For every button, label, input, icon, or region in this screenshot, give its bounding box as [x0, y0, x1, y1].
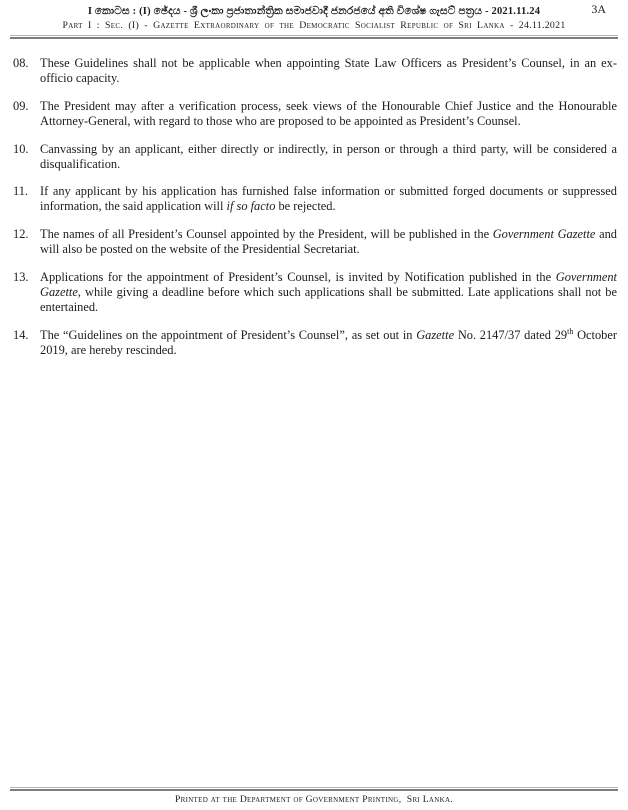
item-text: Canvassing by an applicant, either directly or indirectly, in person or through a third party, will be considered a disqualification. — [40, 141, 617, 171]
item-text: The “Guidelines on the appointment of President’s Counsel”, as set out in Gazette No. 2147/37 dated 29th October 2019, are hereby rescinded. — [40, 326, 617, 357]
printer-imprint: Printed at the Department of Government Printing, Sri Lanka. — [174, 794, 454, 805]
item-text: These Guidelines shall not be applicable when appointing State Law Officers as President’s Counsel, in an ex-officio capacity. — [40, 56, 617, 85]
list-item — [13, 227, 617, 257]
item-number: 11. — [13, 184, 29, 199]
list-item — [13, 328, 617, 358]
item-number: 14. — [13, 327, 29, 342]
list-item — [13, 99, 617, 129]
header-english-line: Part I : Sec. (I) - Gazette Extraordinary of the Democratic Socialist Republic of Sri Lanka - 24.11.2021 — [62, 20, 566, 31]
item-number: 09. — [13, 98, 29, 113]
guidelines-list — [0, 56, 628, 358]
page-footer — [0, 787, 628, 806]
header-sinhala-line: I කොටස : (I) ඡේදය - ශ්‍රී ලංකා ප්‍රජාතාන්ත්‍රික සමාජවාදී ජනරජයේ අති විශේෂ ගැසට් පත්‍රය - 2021.11.24 — [87, 6, 541, 17]
header-rule — [10, 35, 618, 39]
page-number: 3A — [591, 2, 606, 16]
item-number: 13. — [13, 270, 29, 285]
item-number: 12. — [13, 227, 29, 242]
list-item — [13, 142, 617, 172]
list-item — [13, 184, 617, 214]
item-number: 10. — [13, 141, 29, 156]
page-header — [0, 0, 628, 32]
item-text: The names of all President’s Counsel appointed by the President, will be published in the Government Gazette and will also be posted on the website of the Presidential Secretariat. — [40, 227, 617, 257]
item-text: The President may after a verification process, seek views of the Honourable Chief Justice and the Honourable Attorney-General, with regard to those who are proposed to be appointed as President’s Counsel. — [40, 98, 617, 128]
item-number: 08. — [13, 56, 29, 70]
list-item — [13, 270, 617, 315]
item-text: If any applicant by his application has furnished false information or submitted forged documents or suppressed information, the said application will if so facto be rejected. — [40, 184, 617, 214]
footer-rule — [10, 787, 618, 791]
list-item — [13, 56, 617, 86]
item-text: Applications for the appointment of President’s Counsel, is invited by Notification published in the Government Gazette, while giving a deadline before which such applications shall be submitted. Late applications shall not be entertained. — [40, 270, 617, 314]
